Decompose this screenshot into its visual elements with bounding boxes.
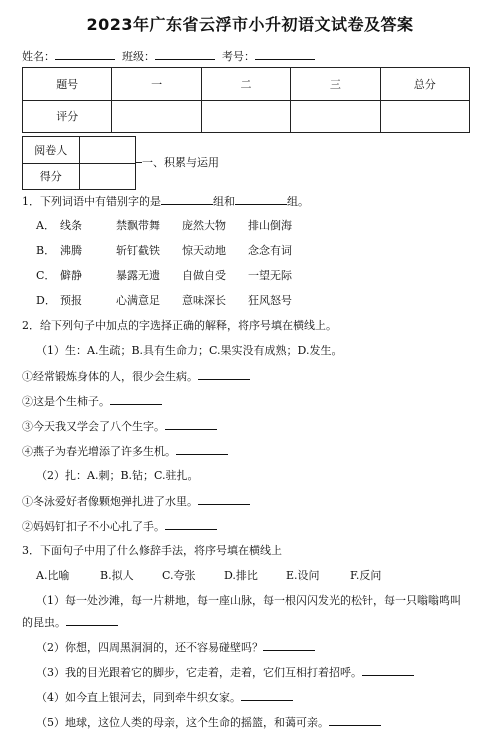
name-label: 姓名： — [22, 50, 55, 63]
option-letter: A． — [36, 219, 55, 232]
q2-stem: 2．给下列句子中加点的字选择正确的解释，将序号填在横线上。 — [22, 319, 337, 332]
grader-score-cell[interactable] — [79, 163, 136, 190]
answer-blank[interactable] — [165, 519, 217, 530]
option-word: 狂风怒号 — [248, 294, 292, 307]
answer-blank[interactable] — [198, 369, 250, 380]
q3-option: E.设问 — [286, 569, 320, 582]
option-word: 庞然大物 — [182, 219, 226, 232]
exam-no-blank[interactable] — [255, 49, 315, 60]
exam-no-label: 考号： — [222, 50, 255, 63]
reviewer-cell[interactable] — [79, 137, 136, 164]
q1-stem-text-a: 1．下列词语中有错别字的是 — [22, 195, 161, 208]
score-header-cell: 二 — [201, 68, 290, 101]
answer-blank[interactable] — [176, 444, 228, 455]
q3-sentence-text: （2）你想，四周黑洞洞的，还不容易碰壁吗？ — [36, 641, 263, 654]
option-word: 僻静 — [60, 269, 82, 282]
class-label: 班级： — [122, 50, 155, 63]
q1-option-d — [36, 294, 292, 308]
q2-item-text: ②妈妈钉扣子不小心扎了手。 — [22, 520, 165, 533]
q3-sentence-text: （4）如今直上银河去，同到牵牛织女家。 — [36, 691, 241, 704]
q3-option: D.排比 — [224, 569, 258, 582]
q2-item-text: ①冬泳爱好者像颗炮弹扎进了水里。 — [22, 495, 198, 508]
option-word: 惊天动地 — [182, 244, 226, 257]
option-letter: B． — [36, 244, 56, 257]
option-word: 暴露无遗 — [116, 269, 160, 282]
score-header-cell: 总分 — [380, 68, 469, 101]
q1-stem — [22, 194, 309, 209]
q2-item-text: ①经常锻炼身体的人，很少会生病。 — [22, 370, 198, 383]
answer-blank[interactable] — [110, 394, 162, 405]
q3-sentence-1-line-1: （1）每一处沙滩，每一片耕地，每一座山脉，每一根闪闪发光的松针，每一只嗡嗡鸣叫 — [36, 594, 461, 607]
score-row-label: 评分 — [23, 100, 112, 133]
answer-blank[interactable] — [329, 715, 381, 726]
grader-box — [22, 136, 136, 190]
option-word: 一望无际 — [248, 269, 292, 282]
q1-stem-text-c: 组。 — [287, 195, 309, 208]
page-title: 2023年广东省云浮市小升初语文试卷及答案 — [86, 15, 414, 34]
score-cell[interactable] — [201, 100, 290, 133]
score-cell[interactable] — [291, 100, 380, 133]
q3-option: C.夸张 — [162, 569, 196, 582]
option-letter: C． — [36, 269, 56, 282]
option-word: 预报 — [60, 294, 82, 307]
reviewer-label: 阅卷人 — [23, 137, 80, 164]
q2-item-text: ②这是个生柿子。 — [22, 395, 110, 408]
q3-sentence-2 — [36, 640, 315, 655]
score-header-cell: 三 — [291, 68, 380, 101]
q3-sentence-text: 的昆虫。 — [22, 616, 66, 629]
option-word: 意味深长 — [182, 294, 226, 307]
q1-option-b — [36, 244, 292, 258]
name-blank[interactable] — [55, 49, 115, 60]
option-word: 心满意足 — [116, 294, 160, 307]
q3-sentence-4 — [36, 690, 293, 705]
q2-item — [22, 519, 217, 534]
q3-option: F.反问 — [350, 569, 382, 582]
q3-sentence-3 — [36, 665, 414, 680]
option-word: 线条 — [60, 219, 82, 232]
option-word: 念念有词 — [248, 244, 292, 257]
q2-item — [22, 369, 250, 384]
score-cell[interactable] — [380, 100, 469, 133]
grader-score-label: 得分 — [23, 163, 80, 190]
q1-blank-2[interactable] — [235, 194, 287, 205]
score-table-score-row — [23, 100, 470, 133]
q2-item-text: ④燕子为春光增添了许多生机。 — [22, 445, 176, 458]
answer-blank[interactable] — [198, 494, 250, 505]
score-cell[interactable] — [112, 100, 201, 133]
option-word: 沸腾 — [60, 244, 82, 257]
answer-blank[interactable] — [362, 665, 414, 676]
q2-part1-head: （1）生：A.生疏；B.具有生命力；C.果实没有成熟；D.发生。 — [36, 344, 343, 357]
q2-item — [22, 494, 250, 509]
q1-blank-1[interactable] — [161, 194, 213, 205]
answer-blank[interactable] — [66, 615, 118, 626]
student-info-line — [22, 48, 315, 64]
class-blank[interactable] — [155, 49, 215, 60]
q2-item — [22, 394, 162, 409]
q3-sentence-text: （5）地球，这位人类的母亲，这个生命的摇篮，和蔼可亲。 — [36, 716, 329, 729]
q3-options — [36, 569, 381, 583]
q3-option: A.比喻 — [36, 569, 70, 582]
answer-blank[interactable] — [263, 640, 315, 651]
score-header-cell: 题号 — [23, 68, 112, 101]
answer-blank[interactable] — [165, 419, 217, 430]
q2-part2-head: （2）扎：A.刺；B.钻；C.驻扎。 — [36, 469, 199, 482]
option-word: 排山倒海 — [248, 219, 292, 232]
score-table-header-row — [23, 68, 470, 101]
q2-item — [22, 419, 217, 434]
q3-option: B.拟人 — [100, 569, 134, 582]
q1-option-a — [36, 219, 292, 233]
q3-sentence-text: （3）我的目光跟着它的脚步，它走着，走着，它们互相打着招呼。 — [36, 666, 362, 679]
q3-sentence-1-line-2 — [22, 615, 118, 630]
q3-stem: 3．下面句子中用了什么修辞手法，将序号填在横线上 — [22, 544, 282, 557]
score-header-cell: 一 — [112, 68, 201, 101]
option-letter: D． — [36, 294, 56, 307]
q3-sentence-5 — [36, 715, 381, 730]
q1-stem-text-b: 组和 — [213, 195, 235, 208]
q2-item — [22, 444, 228, 459]
answer-blank[interactable] — [241, 690, 293, 701]
option-word: 斩钉截铁 — [116, 244, 160, 257]
option-word: 禁飘带舞 — [116, 219, 160, 232]
score-table — [22, 67, 470, 133]
grader-table — [22, 136, 136, 190]
section-title: 一、积累与运用 — [142, 156, 219, 169]
q2-item-text: ③今天我又学会了八个生字。 — [22, 420, 165, 433]
option-word: 自做自受 — [182, 269, 226, 282]
q1-option-c — [36, 269, 292, 283]
